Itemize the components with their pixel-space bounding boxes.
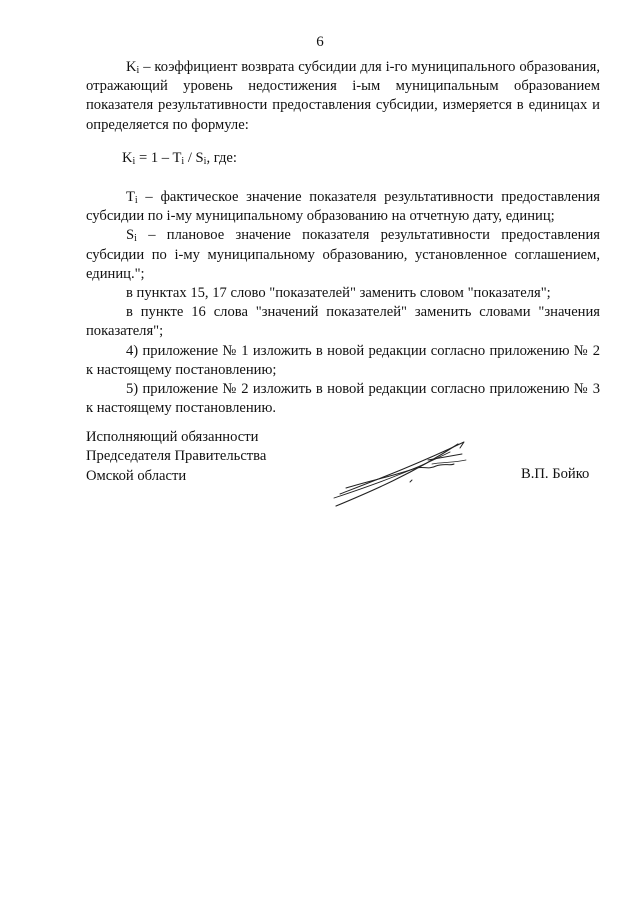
signatory-line-1: Исполняющий обязанности [86,429,259,445]
t-symbol: T [126,189,135,206]
page-number: 6 [316,34,324,50]
amendment-item-5: 5) приложение № 2 изложить в новой редакции согласно приложению № 3 к настоящему постановлению. [86,381,600,417]
s-subscript: i [134,233,137,245]
k-definition-text: – коэффициент возврата субсидии для i-го муниципального образования, отражающий уровень недостижения i-ым муниципальным образованием показателя результативности предоставления субсидии, измеряется в единицах и определяется по формуле: [86,59,600,133]
formula-end: , где: [206,149,237,166]
formula [122,149,600,168]
amendment-item-4: 4) приложение № 1 изложить в новой редакции согласно приложению № 2 к настоящему постановлению; [86,342,600,378]
signer-name: В.П. Бойко [521,466,590,482]
t-definition-text: – фактическое значение показателя результативности предоставления субсидии по i-му муниципальному образованию на отчетную дату, единиц; [86,189,600,225]
k-subscript: i [136,65,140,76]
formula-mid: = 1 – T [135,149,182,166]
s-definition-text: – плановое значение показателя результативности предоставления субсидии по i-му муниципальному образованию, установленное соглашением, единиц."; [86,227,600,282]
signatory-line-2: Председателя Правительства [86,448,267,465]
formula-t-sub: i [181,155,185,167]
formula-k-sub: i [132,155,136,167]
k-coefficient-definition [86,58,600,135]
amendment-points-15-17: в пунктах 15, 17 слово "показателей" заменить словом "показателя"; [126,285,551,302]
s-definition [86,226,600,284]
signatory-title [86,428,266,486]
formula-k: K [122,149,133,166]
amendment-point-16: в пункте 16 слова "значений показателей" заменить словами "значения показателя"; [86,304,600,340]
signatory-line-3: Омской области [86,467,187,484]
k-symbol: K [126,59,137,75]
document-body [86,58,600,418]
t-subscript: i [134,195,138,207]
formula-s-sub: i [203,155,207,167]
handwritten-signature [332,436,472,512]
formula-slash: / S [184,149,204,166]
s-symbol: S [126,227,135,244]
t-definition [86,188,600,226]
